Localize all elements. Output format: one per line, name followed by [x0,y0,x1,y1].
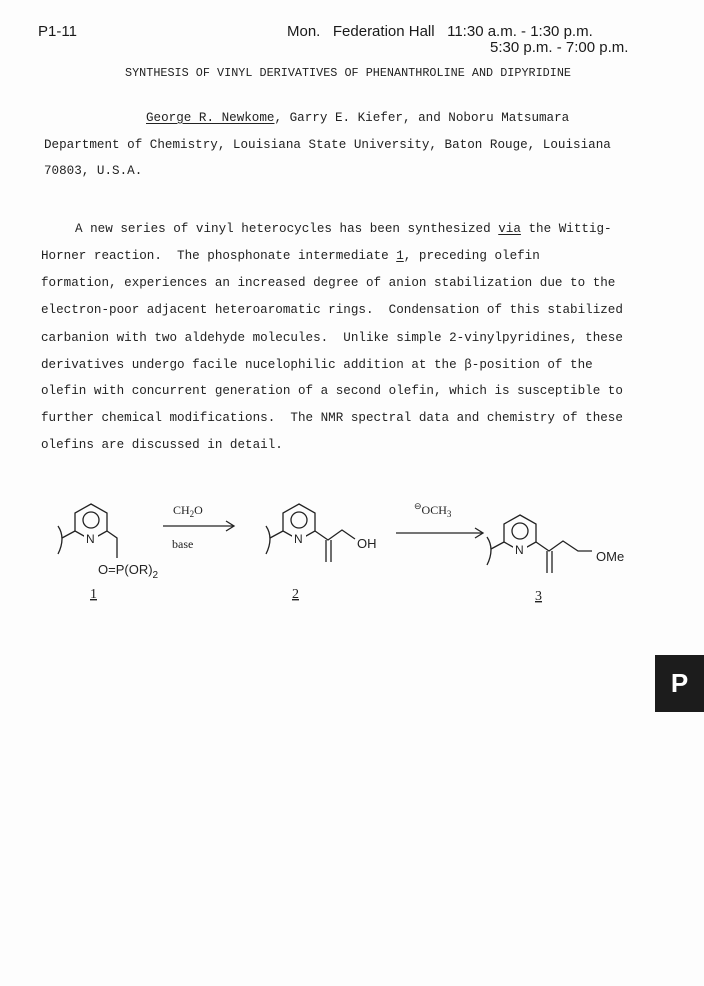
abstract-line: olefins are discussed in detail. [41,438,283,452]
presenting-author: George R. Newkome [146,111,275,125]
compound-ref: 1 [396,249,404,263]
aromatic-circle [291,512,307,528]
reaction-arrow-2 [396,501,483,538]
text: , preceding olefin [403,249,540,263]
compound-3 [487,515,624,604]
wavy-bond [58,526,75,554]
text: the Wittig- [520,222,612,236]
bond [315,530,355,562]
compound-1-label: 1 [90,587,97,602]
nitrogen-label: N [515,543,524,557]
compound-3-label: 3 [535,589,542,604]
reagent-methoxide: $^⊖OCH_3$ [414,501,452,519]
session-time-1: 11:30 a.m. - 1:30 p.m. [447,23,593,40]
abstract-line: derivatives undergo facile nucelophilic addition at the β-position of the [41,358,593,372]
wavy-bond [487,537,504,565]
wavy-bond [266,526,283,554]
aromatic-circle [512,523,528,539]
compound-1 [58,504,159,602]
reaction-arrow-1 [163,503,234,551]
reagent-base: base [172,537,194,551]
abstract-line [41,249,540,263]
reaction-scheme [0,490,704,615]
nitrogen-label: N [294,532,303,546]
compound-2 [266,504,377,602]
abstract-line: olefin with concurrent generation of a second olefin, which is susceptible to [41,384,623,398]
abstract-line: further chemical modifications. The NMR spectral data and chemistry of these [41,411,623,425]
paper-title: SYNTHESIS OF VINYL DERIVATIVES OF PHENANTHROLINE AND DIPYRIDINE [125,66,571,80]
section-tab: P [655,655,704,712]
bond [536,541,592,573]
text: A new series of vinyl heterocycles has been synthesized [75,222,499,236]
reagent-formaldehyde: $CH_2O$ [173,503,203,519]
hydroxyl-group: OH [357,536,377,551]
phosphonate-group: $O=P(OR)_2$ [98,562,159,581]
text: Horner reaction. The phosphonate intermediate [41,249,397,263]
co-authors: , Garry E. Kiefer, and Noboru Matsumara [274,111,570,125]
session-location: Federation Hall [332,23,435,40]
abstract-line: formation, experiences an increased degree of anion stabilization due to the [41,276,616,290]
session-info [287,23,593,40]
session-time-2: 5:30 p.m. - 7:00 p.m. [490,39,629,56]
abstract-line: carbanion with two aldehyde molecules. Unlike simple 2-vinylpyridines, these [41,331,623,345]
methoxy-group: OMe [596,549,625,564]
abstract-line: electron-poor adjacent heteroaromatic rings. Condensation of this stabilized [41,303,623,317]
text-via: via [498,222,521,236]
bond [107,531,117,558]
abstract-line [75,222,612,236]
nitrogen-label: N [86,532,95,546]
session-code: P1-11 [38,23,77,40]
affiliation-line-1: Department of Chemistry, Louisiana State University, Baton Rouge, Louisiana [44,138,611,152]
affiliation-line-2: 70803, U.S.A. [44,164,143,178]
authors [146,111,569,125]
session-day: Mon. [287,23,321,40]
aromatic-circle [83,512,99,528]
compound-2-label: 2 [292,587,299,602]
